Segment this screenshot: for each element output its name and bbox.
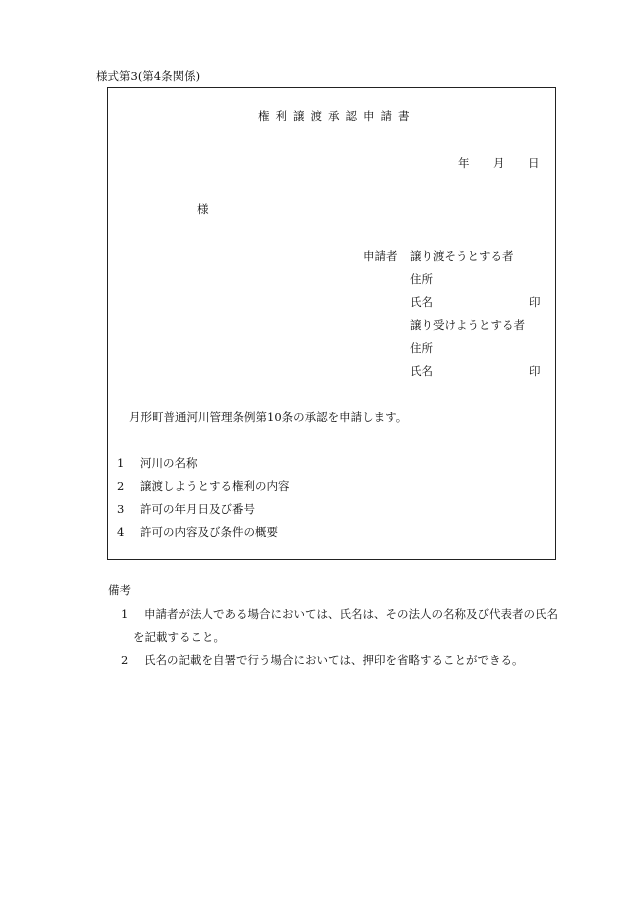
notes-heading: 備考: [108, 583, 131, 597]
addressee-suffix: 様: [197, 202, 209, 216]
list-item: [117, 525, 278, 539]
transferee-address-label: 住所: [410, 341, 433, 355]
form-title: 権利譲渡承認申請書: [258, 109, 416, 123]
transferor-seal: 印: [529, 295, 541, 309]
transferee-seal: 印: [529, 364, 541, 378]
item-text: 許可の内容及び条件の概要: [139, 525, 278, 539]
note-number: 1: [121, 607, 129, 621]
application-statement: 月形町普通河川管理条例第10条の承認を申請します。: [129, 410, 408, 424]
transferor-name-label: 氏名: [410, 295, 433, 309]
item-text: 河川の名称: [139, 456, 198, 470]
note-continuation: を記載すること。: [133, 630, 225, 644]
item-number: 4: [117, 525, 125, 539]
note-text: 氏名の記載を自署で行う場合においては、押印を省略することができる。: [143, 653, 524, 667]
note-number: 2: [121, 653, 129, 667]
item-text: 譲渡しようとする権利の内容: [139, 479, 290, 493]
list-item: [117, 456, 197, 470]
item-number: 1: [117, 456, 125, 470]
date-year: 年: [458, 156, 470, 170]
transferee-name-label: 氏名: [410, 364, 433, 378]
item-number: 2: [117, 479, 125, 493]
date-day: 日: [528, 156, 540, 170]
transferee-label: 譲り受けようとする者: [410, 318, 525, 332]
list-item: [117, 479, 289, 493]
application-form: [107, 87, 556, 560]
list-item: [117, 502, 255, 516]
item-text: 許可の年月日及び番号: [139, 502, 255, 516]
item-number: 3: [117, 502, 125, 516]
form-number: 様式第3(第4条関係): [96, 69, 201, 83]
date-month: 月: [493, 156, 505, 170]
note-text: 申請者が法人である場合においては、氏名は、その法人の名称及び代表者の氏名: [143, 607, 558, 621]
applicant-label: 申請者: [363, 249, 398, 263]
transferor-label: 譲り渡そうとする者: [410, 249, 514, 263]
transferor-address-label: 住所: [410, 272, 433, 286]
note-item: [121, 607, 558, 621]
note-item: [121, 653, 523, 667]
